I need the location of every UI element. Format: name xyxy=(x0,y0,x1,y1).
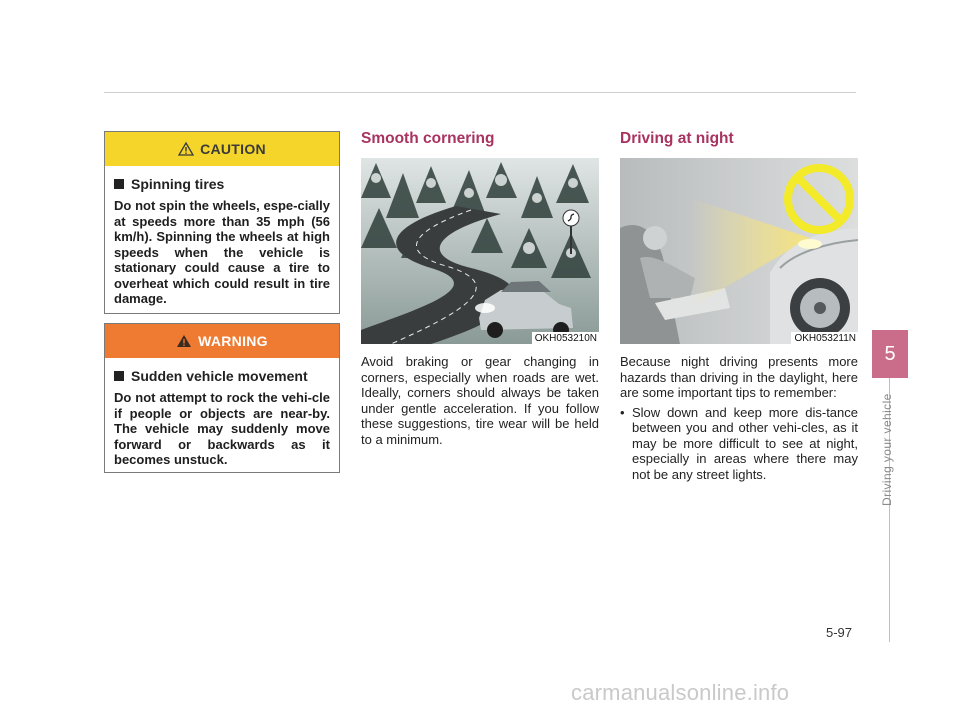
list-item xyxy=(620,405,858,483)
warning-heading xyxy=(114,368,330,384)
warning-triangle-icon xyxy=(176,334,192,348)
caution-box xyxy=(104,131,340,314)
cornering-photo xyxy=(361,158,599,344)
caution-label: CAUTION xyxy=(200,141,266,157)
chapter-number: 5 xyxy=(884,342,896,365)
smooth-cornering-section xyxy=(361,130,599,447)
caution-heading-text: Spinning tires xyxy=(131,176,225,192)
page-number: 5-97 xyxy=(826,625,853,640)
smooth-cornering-body: Avoid braking or gear changing in corners, especially when roads are wet. Ideally, corners should always be taken under gentle acceleration. If you follow these suggestions, tire wear will be held to a minimum. xyxy=(361,354,599,447)
bullet-text: Slow down and keep more dis-tance between you and other vehi-cles, as it may be more difficult to see at night, especially in areas where there may not be any street lights. xyxy=(632,404,858,482)
night-driver-illustration xyxy=(620,158,858,344)
cornering-image-code: OKH053210N xyxy=(532,332,599,344)
warning-band xyxy=(105,324,339,358)
night-driving-intro: Because night driving presents more hazards than driving in the daylight, here are some important tips to remember: xyxy=(620,354,858,400)
warning-box xyxy=(104,323,340,473)
night-driving-title: Driving at night xyxy=(620,130,734,147)
caution-band xyxy=(105,132,339,166)
smooth-cornering-title: Smooth cornering xyxy=(361,130,495,147)
watermark-text: carmanualsonline.info xyxy=(571,680,790,705)
chapter-tab[interactable] xyxy=(872,330,908,378)
bullet-dot-icon: • xyxy=(620,404,625,420)
caution-body: Do not spin the wheels, espe-cially at speeds more than 35 mph (56 km/h). Spinning the wheels at high speeds when the vehicle is stationary could cause a tire to overheat which could result in tire damage. xyxy=(114,198,330,306)
caution-triangle-icon xyxy=(178,142,194,156)
night-driving-section xyxy=(620,130,858,482)
night-image-code: OKH053211N xyxy=(791,332,858,344)
warning-body: Do not attempt to rock the vehi-cle if people or objects are near-by. The vehicle may suddenly move forward or backwards as it becomes unstuck. xyxy=(114,390,330,467)
warning-heading-text: Sudden vehicle movement xyxy=(131,368,308,384)
winding-road-illustration xyxy=(361,158,599,344)
square-bullet-icon xyxy=(114,371,124,381)
square-bullet-icon xyxy=(114,179,124,189)
warning-label: WARNING xyxy=(198,333,268,349)
chapter-label: Driving your vehicle xyxy=(880,393,894,506)
caution-heading xyxy=(114,176,330,192)
top-rule xyxy=(104,92,856,93)
night-photo xyxy=(620,158,858,344)
